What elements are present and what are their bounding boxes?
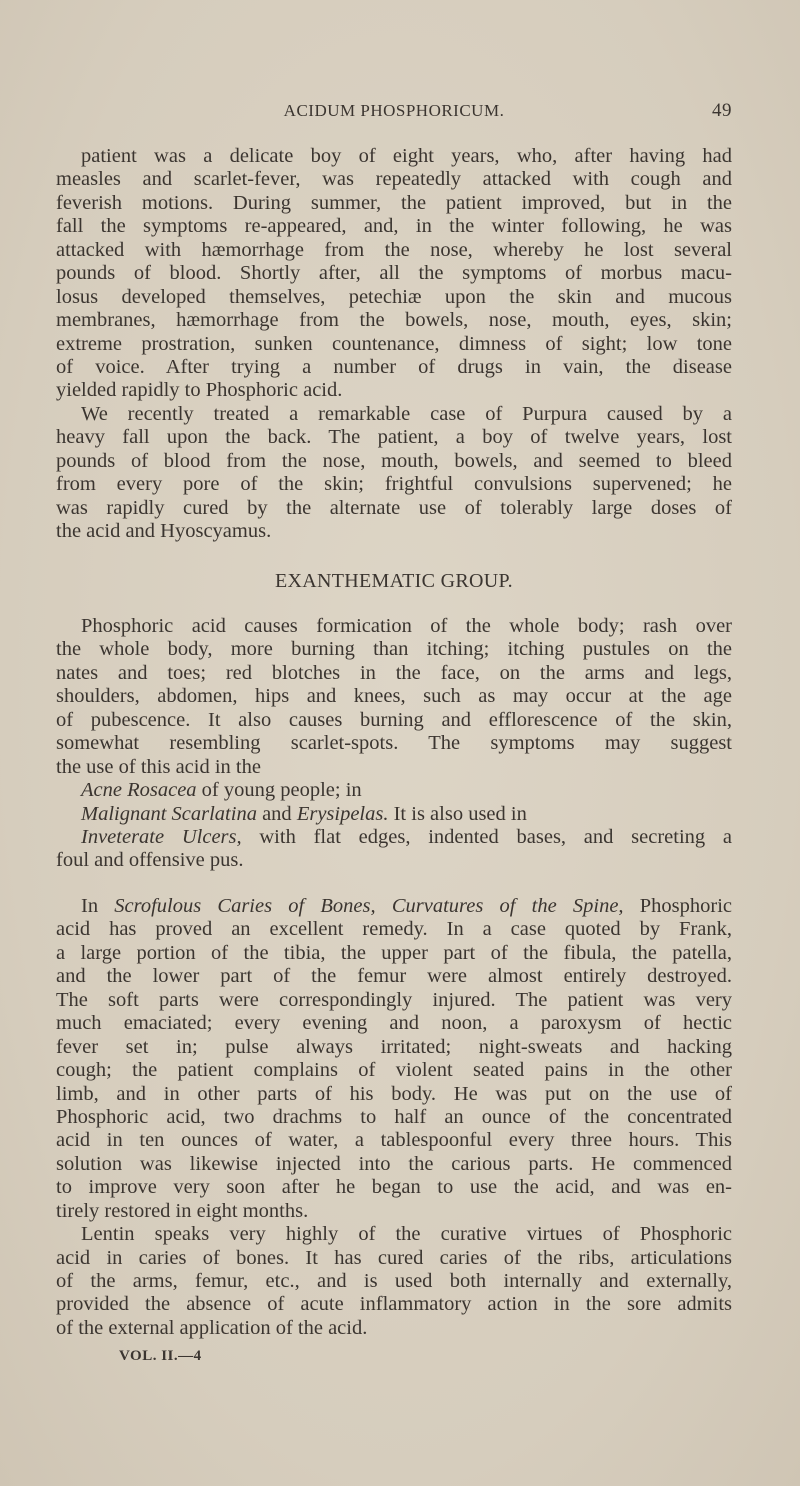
italic-text: Erysipelas. xyxy=(296,802,389,825)
text-line xyxy=(56,1059,732,1082)
text-line xyxy=(56,215,732,238)
paragraph-block-exanthematic xyxy=(56,615,732,873)
text-segment: tirely restored in eight months. xyxy=(56,1199,309,1222)
running-header xyxy=(56,101,732,125)
text-segment: nates and toes; red blotches in the face, on the arms and legs, xyxy=(56,661,732,684)
text-segment: Lentin speaks very highly of the curative virtues of Phosphoric xyxy=(81,1223,732,1246)
text-segment: attacked with hæmorrhage from the nose, whereby he lost several xyxy=(56,238,732,261)
text-line xyxy=(56,262,732,285)
text-line xyxy=(56,192,732,215)
text-line xyxy=(56,1036,732,1059)
text-segment: acid has proved an excellent remedy. In a case quoted by Frank, xyxy=(56,918,732,941)
text-segment: from every pore of the skin; frightful convulsions supervened; he xyxy=(56,473,732,496)
text-line xyxy=(56,662,732,685)
text-line xyxy=(56,286,732,309)
text-line xyxy=(56,239,732,262)
text-line xyxy=(56,1176,732,1199)
page-number: 49 xyxy=(712,100,732,121)
text-line xyxy=(56,918,732,941)
text-segment: heavy fall upon the back. The patient, a boy of twelve years, lost xyxy=(56,426,732,449)
text-segment: acid in ten ounces of water, a tablespoonful every three hours. This xyxy=(56,1129,732,1152)
text-line xyxy=(56,709,732,732)
text-line xyxy=(56,1083,732,1106)
text-segment: much emaciated; every evening and noon, a paroxysm of hectic xyxy=(56,1012,732,1035)
text-line xyxy=(56,965,732,988)
running-title: ACIDUM PHOSPHORICUM. xyxy=(283,101,505,120)
text-line xyxy=(56,989,732,1012)
text-line xyxy=(56,732,732,755)
text-line xyxy=(56,849,732,872)
text-line xyxy=(56,1317,732,1340)
text-line xyxy=(56,826,732,849)
text-segment: losus developed themselves, petechiæ upon the skin and mucous xyxy=(56,285,732,308)
text-line xyxy=(56,168,732,191)
text-segment: cough; the patient complains of violent seated pains in the other xyxy=(56,1059,732,1082)
text-line xyxy=(56,520,732,543)
paragraph-block-scrofulous xyxy=(56,895,732,1340)
paragraph-block-purpura xyxy=(56,145,732,543)
text-line xyxy=(56,1200,732,1223)
text-line xyxy=(56,638,732,661)
volume-signature: VOL. II.—4 xyxy=(119,1348,202,1364)
text-segment: somewhat resembling scarlet-spots. The symptoms may suggest xyxy=(56,732,732,755)
text-line xyxy=(56,1247,732,1270)
text-line xyxy=(56,685,732,708)
text-segment: shoulders, abdomen, hips and knees, such as may occur at the age xyxy=(56,685,732,708)
text-segment: membranes, hæmorrhage from the bowels, nose, mouth, eyes, skin; xyxy=(56,309,732,332)
text-line xyxy=(56,779,732,802)
text-segment: of young people; in xyxy=(196,779,362,802)
text-segment: foul and offensive pus. xyxy=(56,849,244,872)
text-segment: measles and scarlet-fever, was repeatedly attacked with cough and xyxy=(56,168,732,191)
text-segment: feverish motions. During summer, the patient improved, but in the xyxy=(56,191,732,214)
text-segment: of pubescence. It also causes burning and efflorescence of the skin, xyxy=(56,708,732,731)
text-segment: provided the absence of acute inflammatory action in the sore admits xyxy=(56,1293,732,1316)
text-segment: to improve very soon after he began to use the acid, and was en- xyxy=(56,1176,732,1199)
text-segment: The soft parts were correspondingly injured. The patient was very xyxy=(56,988,732,1011)
text-segment: with flat edges, indented bases, and secreting a xyxy=(241,825,732,848)
text-segment: Phosphoric acid, two drachms to half an ounce of the concentrated xyxy=(56,1105,732,1128)
text-line xyxy=(56,426,732,449)
text-line xyxy=(56,1129,732,1152)
text-line xyxy=(56,895,732,918)
text-segment: the use of this acid in the xyxy=(56,755,261,778)
text-line xyxy=(56,473,732,496)
text-segment: fall the symptoms re-appeared, and, in the winter following, he was xyxy=(56,215,732,238)
text-segment: It is also used in xyxy=(388,802,527,825)
text-segment: was rapidly cured by the alternate use of tolerably large doses of xyxy=(56,496,732,519)
text-line xyxy=(56,803,732,826)
italic-text: Scrofulous Caries of Bones, Curvatures of the Spine, xyxy=(114,895,624,917)
text-line xyxy=(56,379,732,402)
text-line xyxy=(56,1106,732,1129)
text-segment: of voice. After trying a number of drugs in vain, the disease xyxy=(56,355,732,378)
italic-text: Acne Rosacea xyxy=(81,779,197,802)
section-heading: EXANTHEMATIC GROUP. xyxy=(275,570,513,592)
text-line xyxy=(56,403,732,426)
text-segment: solution was likewise injected into the carious parts. He commenced xyxy=(56,1152,732,1175)
text-segment: of the external application of the acid. xyxy=(56,1316,368,1339)
text-line xyxy=(56,1293,732,1316)
text-segment: a large portion of the tibia, the upper part of the fibula, the patella, xyxy=(56,941,732,964)
italic-text: Malignant Scarlatina xyxy=(81,802,257,825)
text-line xyxy=(56,356,732,379)
text-line xyxy=(56,497,732,520)
text-line xyxy=(56,145,732,168)
text-segment: Phosphoric acid causes formication of the whole body; rash over xyxy=(81,615,732,637)
text-line xyxy=(56,333,732,356)
italic-text: Inveterate Ulcers, xyxy=(81,825,242,848)
text-line xyxy=(56,756,732,779)
text-segment: acid in caries of bones. It has cured caries of the ribs, articulations xyxy=(56,1246,732,1269)
text-line xyxy=(56,942,732,965)
text-segment: extreme prostration, sunken countenance, dimness of sight; low tone xyxy=(56,332,732,355)
text-segment: and xyxy=(256,802,297,825)
text-line xyxy=(56,450,732,473)
text-segment: pounds of blood. Shortly after, all the symptoms of morbus macu- xyxy=(56,262,732,285)
text-line xyxy=(56,1012,732,1035)
text-segment: the acid and Hyoscyamus. xyxy=(56,520,272,542)
text-line xyxy=(56,615,732,638)
text-segment: We recently treated a remarkable case of Purpura caused by a xyxy=(81,402,732,425)
text-line xyxy=(56,1153,732,1176)
text-segment: Phosphoric xyxy=(623,895,733,917)
text-segment: and the lower part of the femur were almost entirely destroyed. xyxy=(56,965,732,988)
text-segment: patient was a delicate boy of eight years, who, after having had xyxy=(81,145,732,167)
text-segment: In xyxy=(81,895,115,917)
text-segment: of the arms, femur, etc., and is used both internally and externally, xyxy=(56,1270,732,1292)
text-segment: fever set in; pulse always irritated; night-sweats and hacking xyxy=(56,1035,732,1058)
text-line xyxy=(56,1223,732,1246)
text-segment: pounds of blood from the nose, mouth, bowels, and seemed to bleed xyxy=(56,449,732,472)
text-segment: limb, and in other parts of his body. He was put on the use of xyxy=(56,1082,732,1105)
text-segment: yielded rapidly to Phosphoric acid. xyxy=(56,379,343,402)
text-line xyxy=(56,309,732,332)
text-line xyxy=(56,1270,732,1293)
text-segment: the whole body, more burning than itching; itching pustules on the xyxy=(56,638,732,661)
